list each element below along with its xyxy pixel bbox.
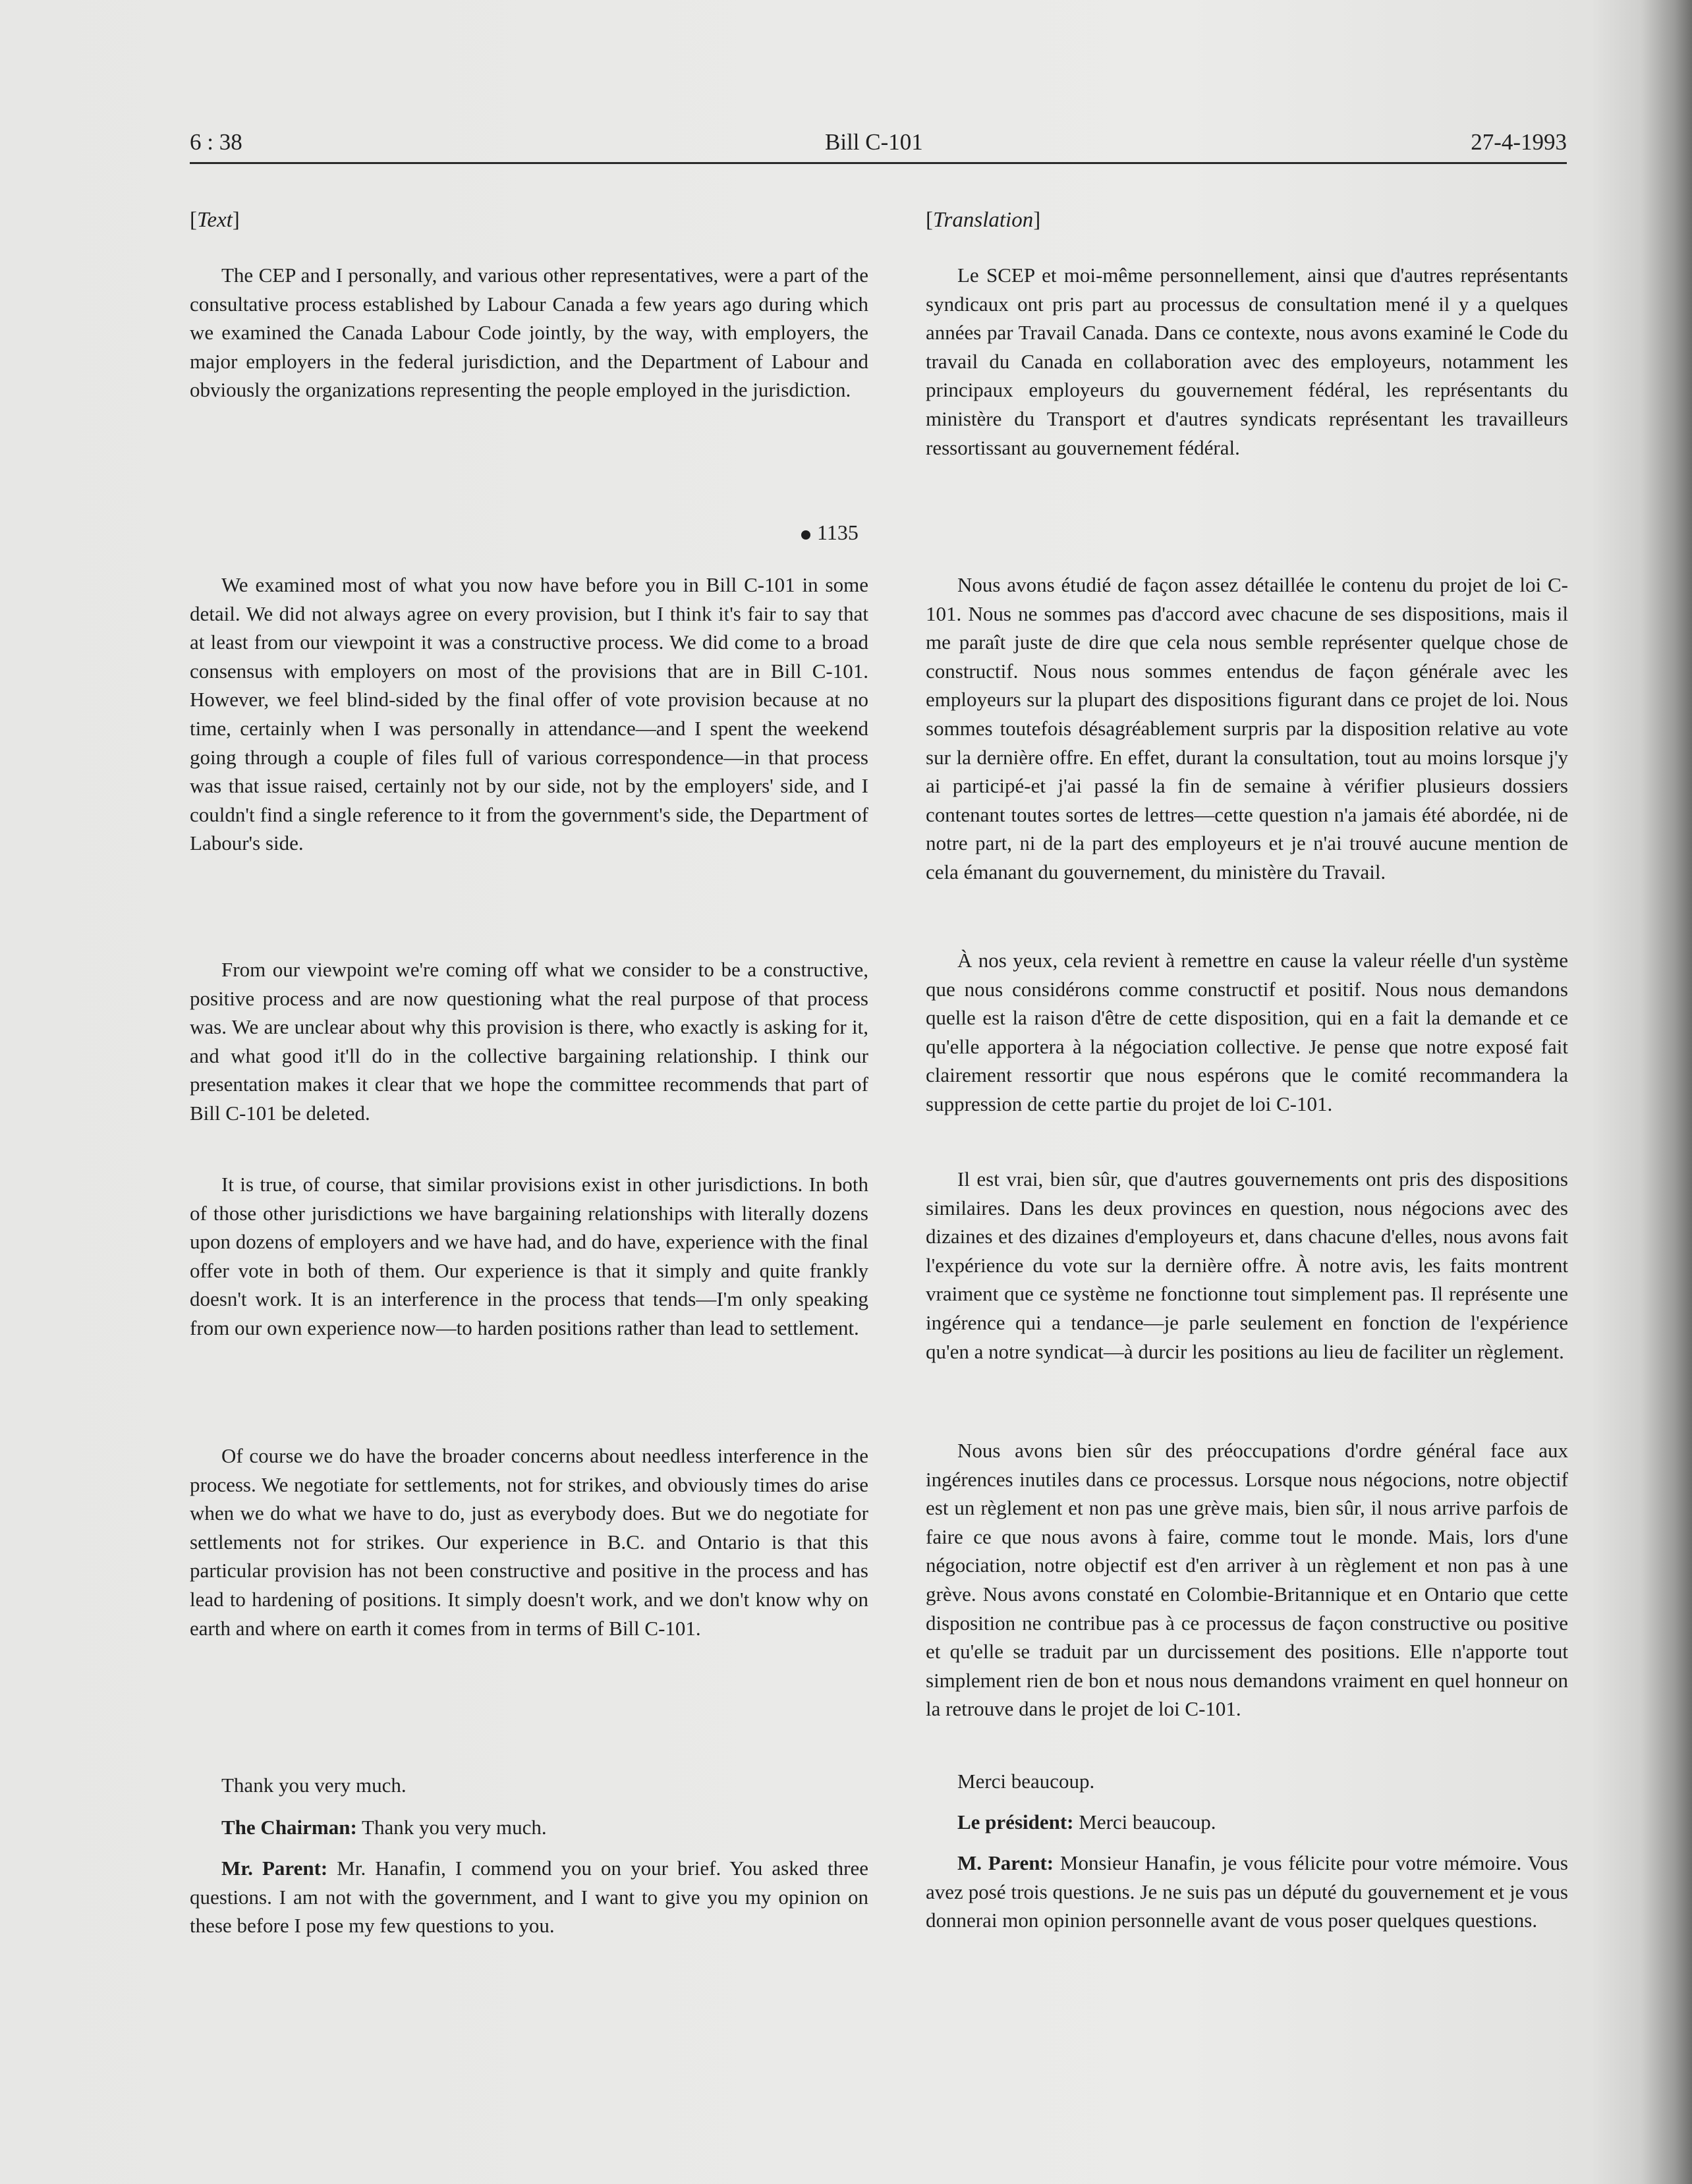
left-paragraph-3: From our viewpoint we're coming off what we consider to be a constructive, positive process and are now questioning what the real purpose of that process was. We are unclear about why this provision is there, who exactly is asking for it, and what good it'll do in the collective bargaining relationship. I think our presentation makes it clear that we hope the committee recommends that part of Bill C-101 be deleted. <box>190 958 868 1125</box>
text-label: [Text] <box>190 208 240 232</box>
left-paragraph-2: We examined most of what you now have before you in Bill C-101 in some detail. We did not always agree on every provision, but I think it's fair to say that at least from our viewpoint it was a constructive process. We did come to a broad consensus with employers on most of the provisions that are in Bill C-101. However, we feel blind-sided by the final offer of vote provision because at no time, certainly when I was personally in attendance—and I spent the weekend going through a couple of files full of various correspondence—in that process was that issue raised, certainly not by our side, not by the employers' side, and I couldn't find a single reference to it from the government's side, the Department of Labour's side. <box>190 573 868 855</box>
sitting-date: 27-4-1993 <box>1471 129 1567 155</box>
right-paragraph-2: Nous avons étudié de façon assez détaillée le contenu du projet de loi C-101. Nous ne sommes pas d'accord avec chacune de ses dispositions, mais il me paraît juste de dire que cela nous semble représenter quelque chose de constructif. Nous nous sommes entendus de façon générale avec les employeurs sur la plupart des dispositions figurant dans ce projet de loi. Nous sommes toutefois désagréablement surpris par la disposition relative au vote sur la dernière offre. En effet, durant la consultation, tout au moins lorsque j'y ai participé-et j'ai passé la fin de semaine à vérifier plusieurs dossiers contenant toutes sortes de lettres—cette question n'a jamais été abordée, ni de notre part, ni de la part des employeurs et je n'ai trouvé aucune mention de cela émanant du gouvernement, du ministère du Travail. <box>926 573 1568 883</box>
right-paragraph-6: Merci beaucoup. <box>957 1770 1095 1793</box>
right-paragraph-8: M. Parent: Monsieur Hanafin, je vous félicite pour votre mémoire. Vous avez posé trois questions. Je ne suis pas un député du gouvernement et je vous donnerai mon opinion personnelle avant de vous poser quelques questions. <box>926 1851 1568 1932</box>
left-paragraph-4: It is true, of course, that similar provisions exist in other jurisdictions. In both of those other jurisdictions we have bargaining relationships with literally dozens upon dozens of employers and we have had, and do have, experience with the final offer vote in both of them. Our experience is that it simply and quite frankly doesn't work. It is an interference in the process that tends—I'm only speaking from our own experience now—to harden positions rather than lead to settlement. <box>190 1173 868 1339</box>
right-paragraph-5: Nous avons bien sûr des préoccupations d'ordre général face aux ingérences inutiles dans ce processus. Lorsque nous négocions, notre objectif est un règlement et non pas une grève mais, bien sûr, il nous arrive parfois de faire ce que nous avons à faire, comme tout le monde. Mais, lors d'une négociation, notre objectif est d'en arriver à un règlement et non pas à une grève. Nous avons constaté en Colombie-Britannique et en Ontario que cette disposition ne contribue pas à ce processus de façon constructive ou positive et qu'elle se traduit par un durcissement des positions. Elle n'apporte tout simplement rien de bon et nous nous demandons vraiment en quel honneur on la retrouve dans le projet de loi C-101. <box>926 1439 1568 1721</box>
page-number: 6 : 38 <box>190 129 242 155</box>
header-rule <box>190 162 1567 164</box>
right-paragraph-3: À nos yeux, cela revient à remettre en cause la valeur réelle d'un système que nous considérons comme constructif et positif. Nous nous demandons quelle est la raison d'être de cette disposition, qui en a fait la demande et ce qu'elle apportera à la négociation collective. Je pense que notre exposé fait clairement ressortir que nous espérons que le comité recommandera la suppression de cette partie du projet de loi C-101. <box>926 949 1568 1115</box>
page-header <box>190 129 1567 162</box>
left-paragraph-1: The CEP and I personally, and various other representatives, were a part of the consultative process established by Labour Canada a few years ago during which we examined the Canada Labour Code jointly, by the way, with employers, the major employers in the federal jurisdiction, and the Department of Labour and obviously the organizations representing the people employed in the jurisdiction. <box>190 264 868 402</box>
right-paragraph-1: Le SCEP et moi-même personnellement, ainsi que d'autres représentants syndicaux ont pris part au processus de consultation mené il y a quelques années par Travail Canada. Dans ce contexte, nous avons examiné le Code du travail du Canada en collaboration avec des employeurs, notamment les principaux employeurs du gouvernement fédéral, les représentants du ministère du Transport et d'autres syndicats représentant les travailleurs ressortissant au gouvernement fédéral. <box>926 264 1568 459</box>
speaker-name: The Chairman: <box>221 1816 357 1839</box>
time-marker: 1135 <box>801 518 859 547</box>
right-paragraph-7: Le président: Merci beaucoup. <box>957 1810 1216 1834</box>
left-paragraph-7: The Chairman: Thank you very much. <box>221 1816 547 1839</box>
translation-label: [Translation] <box>926 208 1041 232</box>
speaker-name: M. Parent: <box>957 1851 1054 1874</box>
left-paragraph-8: Mr. Parent: Mr. Hanafin, I commend you on your brief. You asked three questions. I am not with the government, and I want to give you my opinion on these before I pose my few questions to you. <box>190 1857 868 1938</box>
bullet-icon <box>801 530 810 540</box>
left-paragraph-5: Of course we do have the broader concerns about needless interference in the process. We negotiate for settlements, not for strikes, and obviously times do arise when we do what we have to do, just as everybody does. But we do negotiate for settlements not for strikes. Our experience in B.C. and Ontario is that this particular provision has not been constructive and positive in the process and has lead to hardening of positions. It simply doesn't work, and we don't know why on earth and where on earth it comes from in terms of Bill C-101. <box>190 1444 868 1640</box>
speaker-name: Le président: <box>957 1810 1074 1834</box>
speaker-name: Mr. Parent: <box>221 1857 328 1880</box>
right-paragraph-4: Il est vrai, bien sûr, que d'autres gouvernements ont pris des dispositions similaires. Dans les deux provinces en question, nous négocions avec des dizaines et des dizaines d'employeurs et, dans chacune d'elles, nous avons fait l'expérience du vote sur la dernière offre. À notre avis, les faits montrent vraiment que ce système ne fonctionne tout simplement pas. Il représente une ingérence qui a tendance—je parle seulement en fonction de l'expérience qu'en a notre syndicat—à durcir les positions au lieu de faciliter un règlement. <box>926 1167 1568 1363</box>
bill-title: Bill C-101 <box>825 129 923 155</box>
left-paragraph-6: Thank you very much. <box>221 1774 407 1797</box>
